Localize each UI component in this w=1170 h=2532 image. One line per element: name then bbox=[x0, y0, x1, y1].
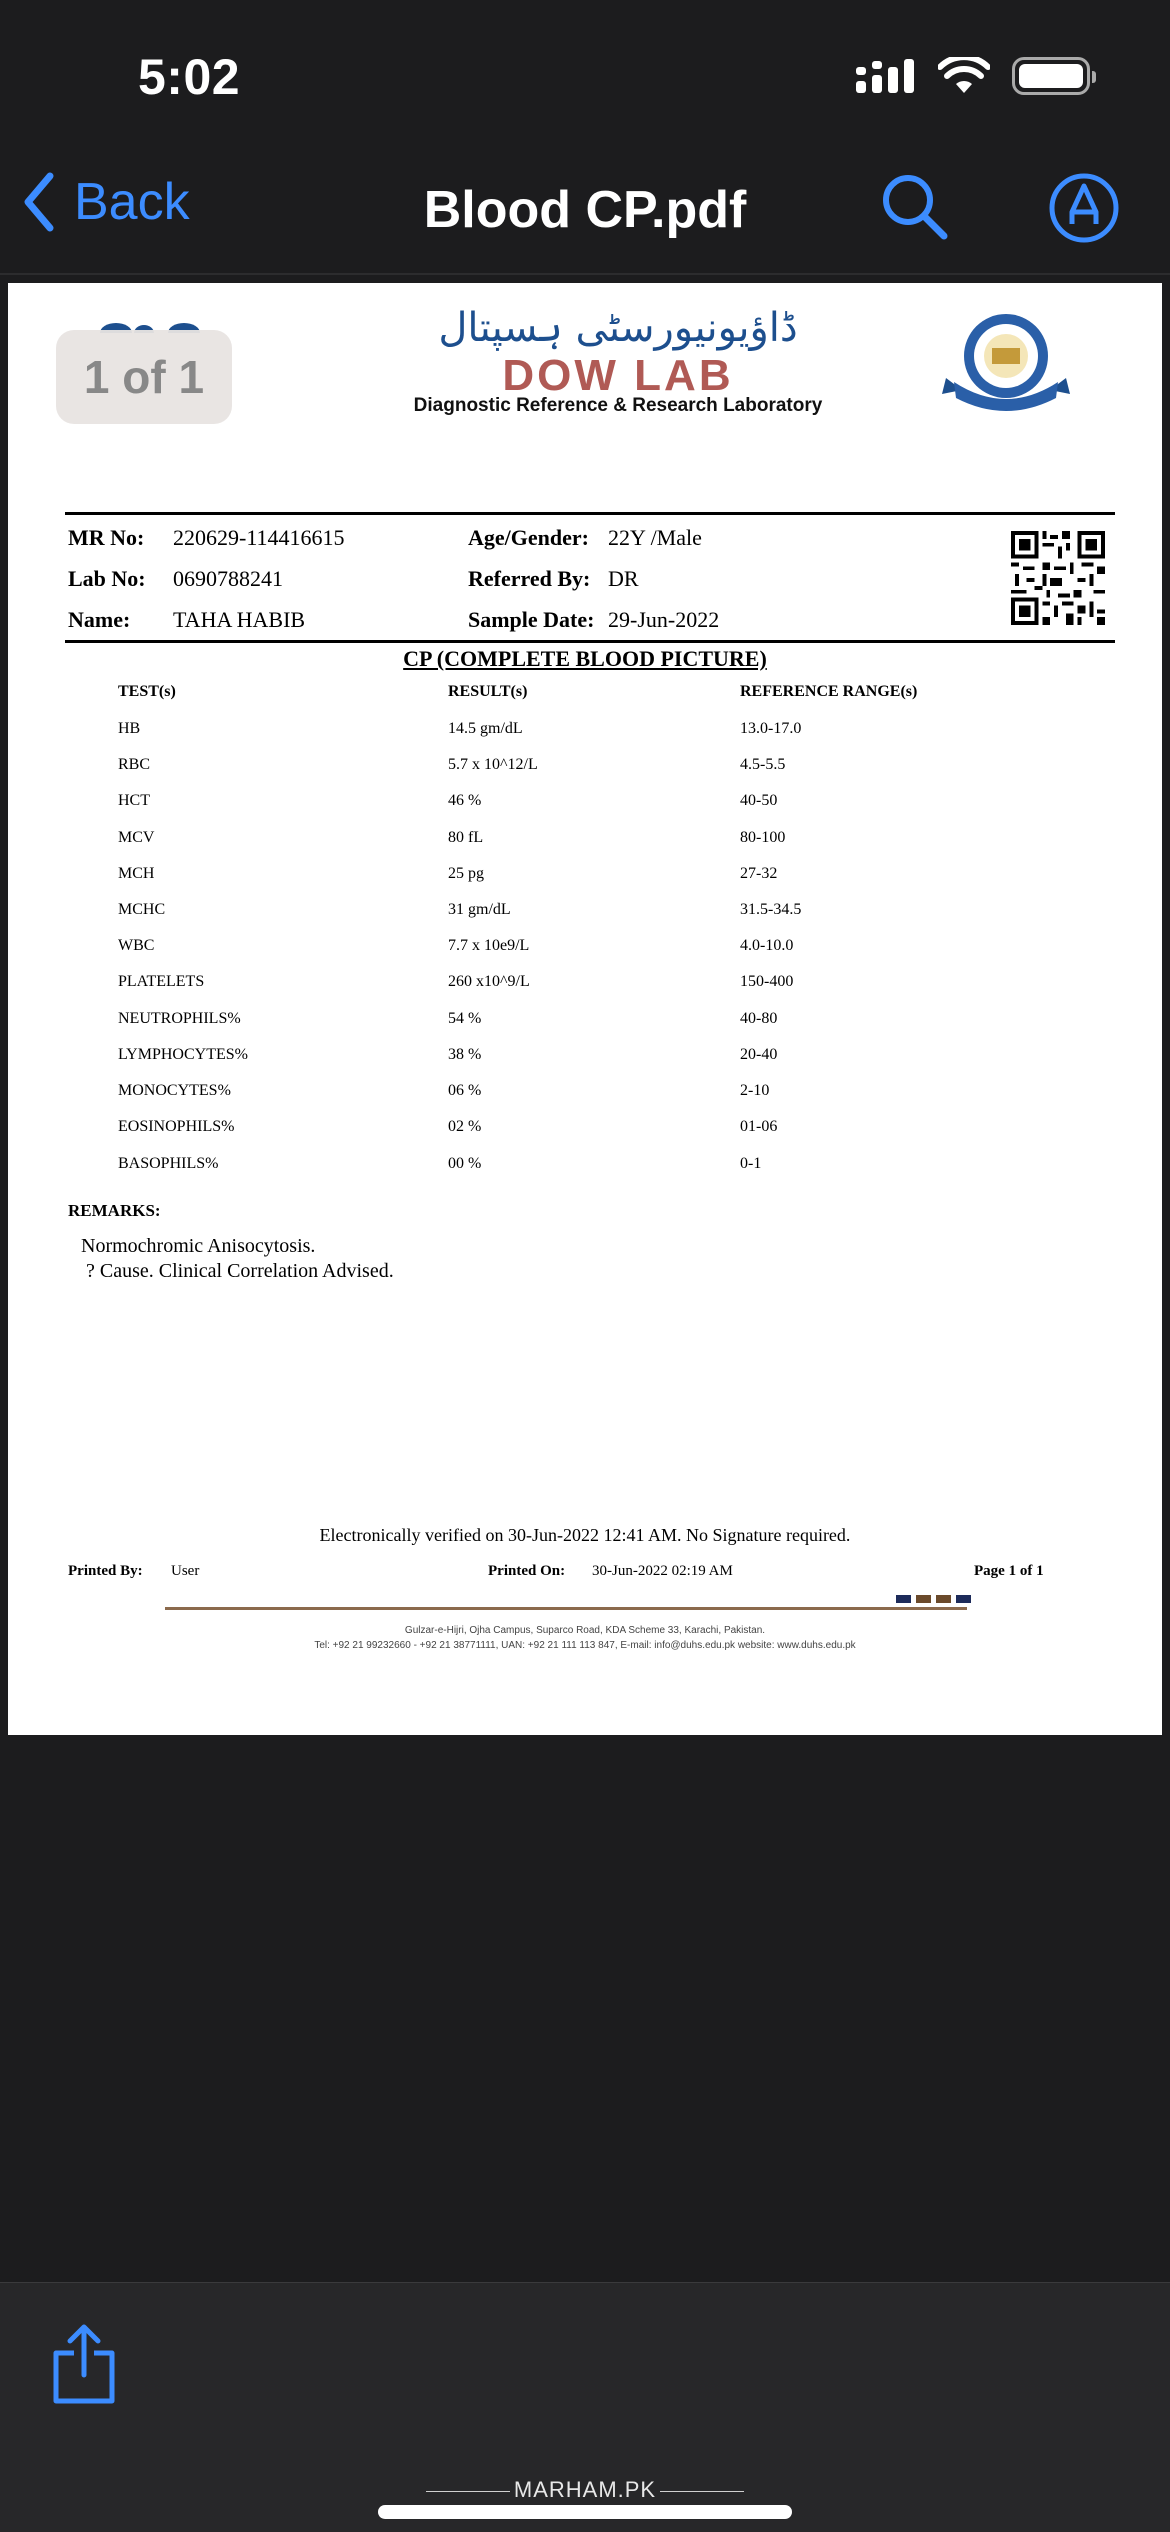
pdf-page[interactable] bbox=[8, 283, 1162, 1735]
patient-name-value: TAHA HABIB bbox=[173, 607, 306, 632]
row-range: 01-06 bbox=[740, 1118, 778, 1135]
back-button[interactable] bbox=[22, 172, 190, 232]
row-result: 25 pg bbox=[448, 865, 484, 882]
footer-squares bbox=[896, 1595, 971, 1603]
document-title: Blood CP.pdf bbox=[423, 181, 747, 239]
status-icons bbox=[856, 56, 1090, 96]
table-row bbox=[8, 1010, 1162, 1040]
row-range: 150-400 bbox=[740, 973, 794, 990]
row-test: MONOCYTES% bbox=[118, 1082, 231, 1099]
chevron-left-icon bbox=[22, 172, 56, 232]
info-rule bbox=[65, 640, 1115, 643]
battery-icon bbox=[1012, 57, 1090, 95]
row-test: MCH bbox=[118, 865, 155, 882]
table-row bbox=[8, 829, 1162, 859]
age-gender: Age/Gender: bbox=[468, 525, 589, 550]
table-row bbox=[8, 756, 1162, 786]
row-test: EOSINOPHILS% bbox=[118, 1118, 235, 1135]
header-rule bbox=[65, 512, 1115, 515]
row-result: 7.7 x 10e9/L bbox=[448, 937, 530, 954]
report-title: CP (COMPLETE BLOOD PICTURE) bbox=[403, 646, 767, 671]
row-test: HB bbox=[118, 720, 141, 737]
row-test: LYMPHOCYTES% bbox=[118, 1046, 248, 1063]
row-result: 54 % bbox=[448, 1010, 482, 1027]
markup-pen-icon[interactable] bbox=[1048, 172, 1120, 244]
row-result: 5.7 x 10^12/L bbox=[448, 756, 538, 773]
row-result: 00 % bbox=[448, 1155, 482, 1172]
column-header-range: REFERENCE RANGE(s) bbox=[740, 683, 918, 700]
row-range: 31.5-34.5 bbox=[740, 901, 802, 918]
row-test: MCV bbox=[118, 829, 155, 846]
row-result: 02 % bbox=[448, 1118, 482, 1135]
row-test: PLATELETS bbox=[118, 973, 205, 990]
column-header-result: RESULT(s) bbox=[448, 683, 528, 700]
share-icon[interactable] bbox=[50, 2323, 118, 2405]
mr-number: MR No: bbox=[68, 525, 145, 550]
remarks-label: REMARKS: bbox=[68, 1201, 161, 1220]
printed-on-value: 30-Jun-2022 02:19 AM bbox=[592, 1563, 733, 1579]
row-range: 80-100 bbox=[740, 829, 786, 846]
address-line: Gulzar-e-Hijri, Ojha Campus, Suparco Road, KDA Scheme 33, Karachi, Pakistan. bbox=[404, 1625, 766, 1636]
remark-line: Normochromic Anisocytosis. bbox=[81, 1235, 316, 1257]
row-range: 27-32 bbox=[740, 865, 778, 882]
lab-urdu-name: ڈاؤیونیورسٹی ہسپتال bbox=[438, 305, 798, 351]
row-test: MCHC bbox=[118, 901, 166, 918]
row-range: 4.0-10.0 bbox=[740, 937, 794, 954]
table-row bbox=[8, 865, 1162, 895]
row-range: 20-40 bbox=[740, 1046, 778, 1063]
table-row bbox=[8, 973, 1162, 1003]
row-result: 14.5 gm/dL bbox=[448, 720, 523, 737]
row-range: 13.0-17.0 bbox=[740, 720, 802, 737]
signal-icon bbox=[856, 57, 916, 95]
table-row bbox=[8, 1046, 1162, 1076]
status-time: 5:02 bbox=[138, 49, 241, 105]
row-test: HCT bbox=[118, 792, 150, 809]
watermark: MARHAM.PK bbox=[0, 2477, 1170, 2503]
search-icon[interactable] bbox=[880, 172, 950, 242]
column-header-test: TEST(s) bbox=[118, 683, 176, 700]
row-result: 260 x10^9/L bbox=[448, 973, 530, 990]
page-count: Page 1 of 1 bbox=[974, 1563, 1044, 1579]
qr-code-icon bbox=[1011, 530, 1105, 626]
lab-subtitle: Diagnostic Reference & Research Laboratory bbox=[413, 395, 823, 416]
patient-name: Name: bbox=[68, 607, 131, 632]
row-range: 2-10 bbox=[740, 1082, 770, 1099]
table-row bbox=[8, 1082, 1162, 1112]
table-row bbox=[8, 1118, 1162, 1148]
sample-date: Sample Date: bbox=[468, 607, 595, 632]
lab-name: DOW LAB bbox=[502, 351, 734, 400]
table-row bbox=[8, 937, 1162, 967]
row-result: 06 % bbox=[448, 1082, 482, 1099]
referred-by-value: DR bbox=[608, 566, 639, 591]
table-row bbox=[8, 1155, 1162, 1185]
sample-date-value: 29-Jun-2022 bbox=[608, 607, 720, 632]
referred-by: Referred By: bbox=[468, 566, 591, 591]
printed-on-label: Printed On: bbox=[488, 1563, 566, 1579]
lab-number-value: 0690788241 bbox=[173, 566, 283, 591]
row-range: 0-1 bbox=[740, 1155, 762, 1172]
row-range: 4.5-5.5 bbox=[740, 756, 786, 773]
printed-by-value: User bbox=[171, 1563, 200, 1579]
contact-line: Tel: +92 21 99232660 - +92 21 38771111, UAN: +92 21 111 113 847, E-mail: info@duhs.edu.pk website: www.duhs.edu.pk bbox=[314, 1640, 856, 1651]
row-range: 40-50 bbox=[740, 792, 778, 809]
row-test: BASOPHILS% bbox=[118, 1155, 219, 1172]
row-test: RBC bbox=[118, 756, 151, 773]
table-row bbox=[8, 720, 1162, 750]
page-indicator: 1 of 1 bbox=[56, 330, 232, 424]
back-label: Back bbox=[74, 173, 190, 231]
row-result: 31 gm/dL bbox=[448, 901, 511, 918]
age-gender-value: 22Y /Male bbox=[608, 525, 702, 550]
table-row bbox=[8, 792, 1162, 822]
table-row bbox=[8, 901, 1162, 931]
row-range: 40-80 bbox=[740, 1010, 778, 1027]
row-result: 46 % bbox=[448, 792, 482, 809]
mr-number-value: 220629-114416615 bbox=[173, 525, 345, 550]
row-test: NEUTROPHILS% bbox=[118, 1010, 241, 1027]
printed-by-label: Printed By: bbox=[68, 1563, 143, 1579]
footer-rule bbox=[165, 1607, 967, 1610]
row-test: WBC bbox=[118, 937, 155, 954]
remark-line: ? Cause. Clinical Correlation Advised. bbox=[86, 1260, 394, 1282]
row-result: 38 % bbox=[448, 1046, 482, 1063]
bottom-toolbar bbox=[0, 2282, 1170, 2532]
wifi-icon bbox=[938, 57, 990, 95]
home-indicator[interactable] bbox=[378, 2505, 792, 2519]
row-result: 80 fL bbox=[448, 829, 484, 846]
verification-note: Electronically verified on 30-Jun-2022 12:41 AM. No Signature required. bbox=[319, 1525, 851, 1545]
navigation-bar bbox=[0, 150, 1170, 275]
university-seal-icon bbox=[940, 308, 1072, 416]
lab-number: Lab No: bbox=[68, 566, 146, 591]
